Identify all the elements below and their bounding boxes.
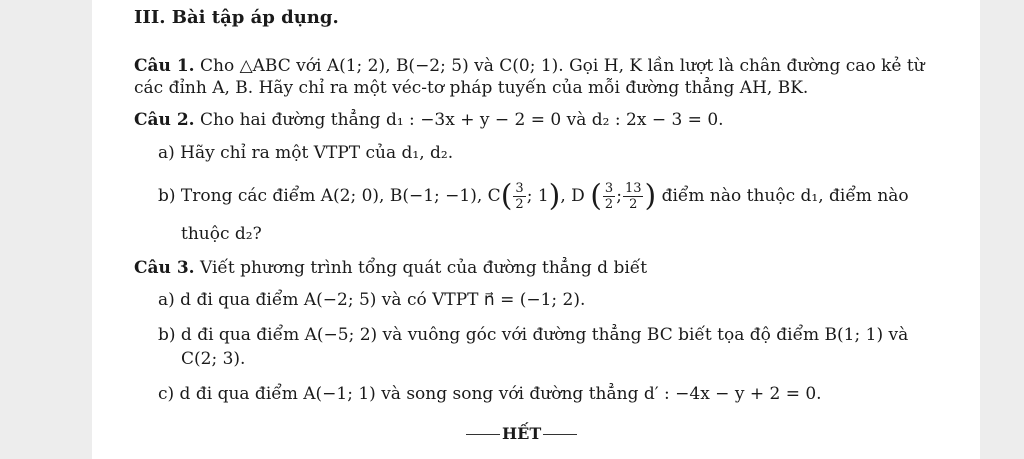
fraction	[513, 181, 525, 212]
end-marker	[466, 424, 577, 444]
q3-part-b-line2: C(2; 3).	[181, 349, 246, 369]
numerator: 3	[515, 181, 524, 196]
q3-line1	[134, 258, 647, 278]
q2-text1: Cho hai đường thẳng d₁ : −3x + y − 2 = 0 và d₂ : 2x − 3 = 0.	[199, 110, 724, 130]
q3-part-b-line1: b) d đi qua điểm A(−5; 2) và vuông góc với đường thẳng BC biết tọa độ điểm B(1; 1) và	[158, 325, 909, 345]
q2-part-a: a) Hãy chỉ ra một VTPT của d₁, d₂.	[158, 143, 454, 163]
left-margin	[0, 0, 92, 459]
q2-label: Câu 2.	[134, 110, 195, 130]
q3-text1: Viết phương trình tổng quát của đường thẳng d biết	[199, 258, 648, 278]
q3-label: Câu 3.	[134, 258, 195, 278]
q1-line2: các đỉnh A, B. Hãy chỉ ra một véc-tơ pháp tuyến của mỗi đường thẳng AH, BK.	[134, 78, 809, 98]
fraction	[603, 181, 615, 212]
q3-part-c: c) d đi qua điểm A(−1; 1) và song song với đường thẳng d′ : −4x − y + 2 = 0.	[158, 384, 822, 404]
end-word: HẾT	[502, 424, 542, 443]
numerator: 13	[624, 181, 642, 196]
divider	[543, 434, 577, 435]
q2-part-b: b) Trong các điểm A(2; 0), B(−1; −1), C( $\frac{3}{2}$ ; 1), D ( $\frac{3}{2}$ ; $\frac{13}{2}$ ) điểm nào thuộc d₁, điểm nào	[158, 178, 909, 214]
q2-b-c-rest: ; 1	[526, 186, 549, 206]
paren: (	[590, 178, 602, 214]
q3-part-a: a) d đi qua điểm A(−2; 5) và có VTPT n⃗ = (−1; 2).	[158, 290, 586, 310]
q1-label: Câu 1.	[134, 56, 195, 76]
right-margin	[980, 0, 1024, 459]
denominator: 2	[604, 197, 614, 212]
denominator: 2	[515, 197, 524, 212]
numerator: 3	[604, 181, 614, 196]
q2-b-d-lead: , D	[560, 186, 585, 206]
q1-text1: Cho △ABC với A(1; 2), B(−2; 5) và C(0; 1). Gọi H, K lần lượt là chân đường cao kẻ từ	[199, 56, 925, 76]
divider	[466, 434, 500, 435]
denominator: 2	[629, 197, 638, 212]
fraction	[623, 181, 644, 212]
q2-b-line2: thuộc d₂?	[181, 224, 262, 244]
section-heading: III. Bài tập áp dụng.	[134, 7, 339, 28]
q2-b-text: b) Trong các điểm A(2; 0), B(−1; −1), C	[158, 186, 501, 206]
q2-line1	[134, 110, 724, 130]
paren: (	[500, 178, 513, 214]
paren: )	[644, 178, 657, 214]
paren: )	[548, 178, 561, 214]
q1-line1	[134, 56, 925, 76]
q2-b-post: điểm nào thuộc d₁, điểm nào	[661, 186, 909, 206]
